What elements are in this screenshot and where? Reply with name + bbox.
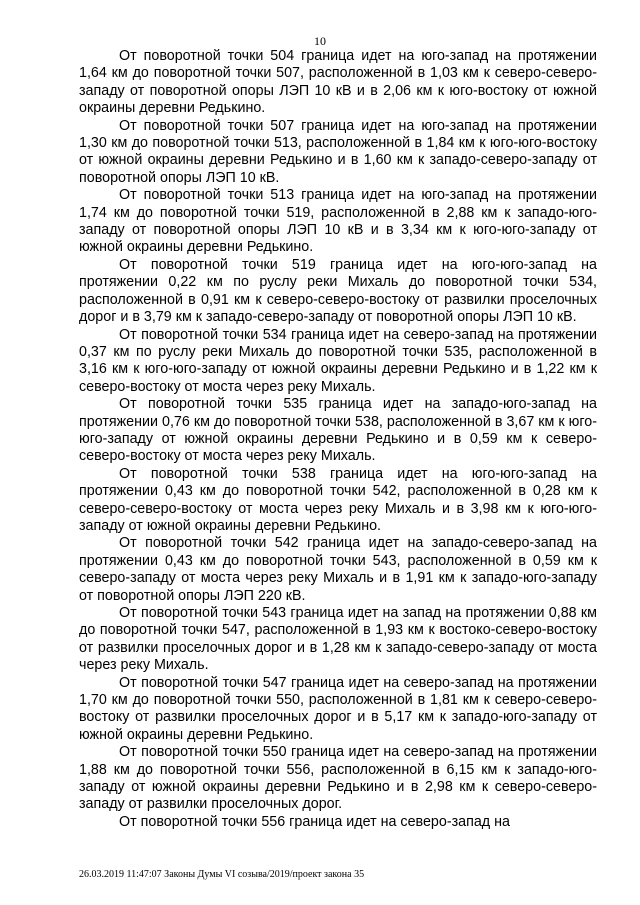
paragraph: От поворотной точки 504 граница идет на юго-запад на протяжении 1,64 км до поворотной точки 507, расположенной в 1,03 км к северо-северо-западу от поворотной опоры ЛЭП 10 кВ и в 2,06 км к юго-востоку от южной окраины деревни Редькино. [79,48,597,117]
paragraph: От поворотной точки 538 граница идет на юго-юго-запад на протяжении 0,43 км до поворотной точки 542, расположенной в 0,28 км к северо-северо-востоку от моста через реку Михаль и в 3,98 км к юго-юго-западу от южной окраины деревни Редькино. [79,465,597,534]
paragraph: От поворотной точки 556 граница идет на северо-запад на [119,813,510,830]
paragraph: От поворотной точки 507 граница идет на юго-запад на протяжении 1,30 км до поворотной точки 513, расположенной в 1,84 км к юго-юго-востоку от южной окраины деревни Редькино и в 1,60 км к западо-северо-западу от поворотной опоры ЛЭП 10 кВ. [79,117,597,186]
paragraph: От поворотной точки 550 граница идет на северо-запад на протяжении 1,88 км до поворотной точки 556, расположенной в 6,15 км к западо-юго-западу от южной окраины деревни Редькино и в 2,98 км к северо-северо-западу от развилки проселочных дорог. [79,744,597,813]
paragraph: От поворотной точки 542 граница идет на западо-северо-запад на протяжении 0,43 км до поворотной точки 543, расположенной в 0,59 км к северо-западу от моста через реку Михаль и в 1,91 км к западо-юго-западу от поворотной опоры ЛЭП 220 кВ. [79,535,597,604]
page-number: 10 [314,34,326,48]
paragraph: От поворотной точки 519 граница идет на юго-юго-запад на протяжении 0,22 км по руслу реки Михаль до поворотной точки 534, расположенной в 0,91 км к северо-северо-востоку от развилки проселочных дорог и в 3,79 км к западо-северо-западу от поворотной опоры ЛЭП 10 кВ. [79,256,597,326]
paragraph: От поворотной точки 534 граница идет на северо-запад на протяжении 0,37 км по руслу реки Михаль до поворотной точки 535, расположенной в 3,16 км к юго-юго-западу от южной окраины деревни Редькино и в 1,22 км к северо-востоку от моста через реку Михаль. [79,326,597,395]
paragraph: От поворотной точки 547 граница идет на северо-запад на протяжении 1,70 км до поворотной точки 550, расположенной в 1,81 км к северо-северо-востоку от развилки проселочных дорог и в 5,17 км к западо-юго-западу от южной окраины деревни Редькино. [79,674,597,743]
footer-file-path: 26.03.2019 11:47:07 Законы Думы VI созыва/2019/проект закона 35 [79,869,365,880]
paragraph: От поворотной точки 543 граница идет на запад на протяжении 0,88 км до поворотной точки 547, расположенной в 1,93 км к востоко-северо-востоку от развилки проселочных дорог и в 1,28 км к западо-северо-западу от моста через реку Михаль. [79,605,597,674]
document-body [79,48,597,831]
paragraph: От поворотной точки 513 граница идет на юго-запад на протяжении 1,74 км до поворотной точки 519, расположенной в 2,88 км к западо-юго-западу от поворотной опоры ЛЭП 10 кВ и в 3,34 км к юго-юго-западу от южной окраины деревни Редькино. [79,187,597,256]
paragraph: От поворотной точки 535 граница идет на западо-юго-запад на протяжении 0,76 км до поворотной точки 538, расположенной в 3,67 км к юго-юго-западу от южной окраины деревни Редькино и в 0,59 км к северо-северо-востоку от моста через реку Михаль. [79,396,597,465]
